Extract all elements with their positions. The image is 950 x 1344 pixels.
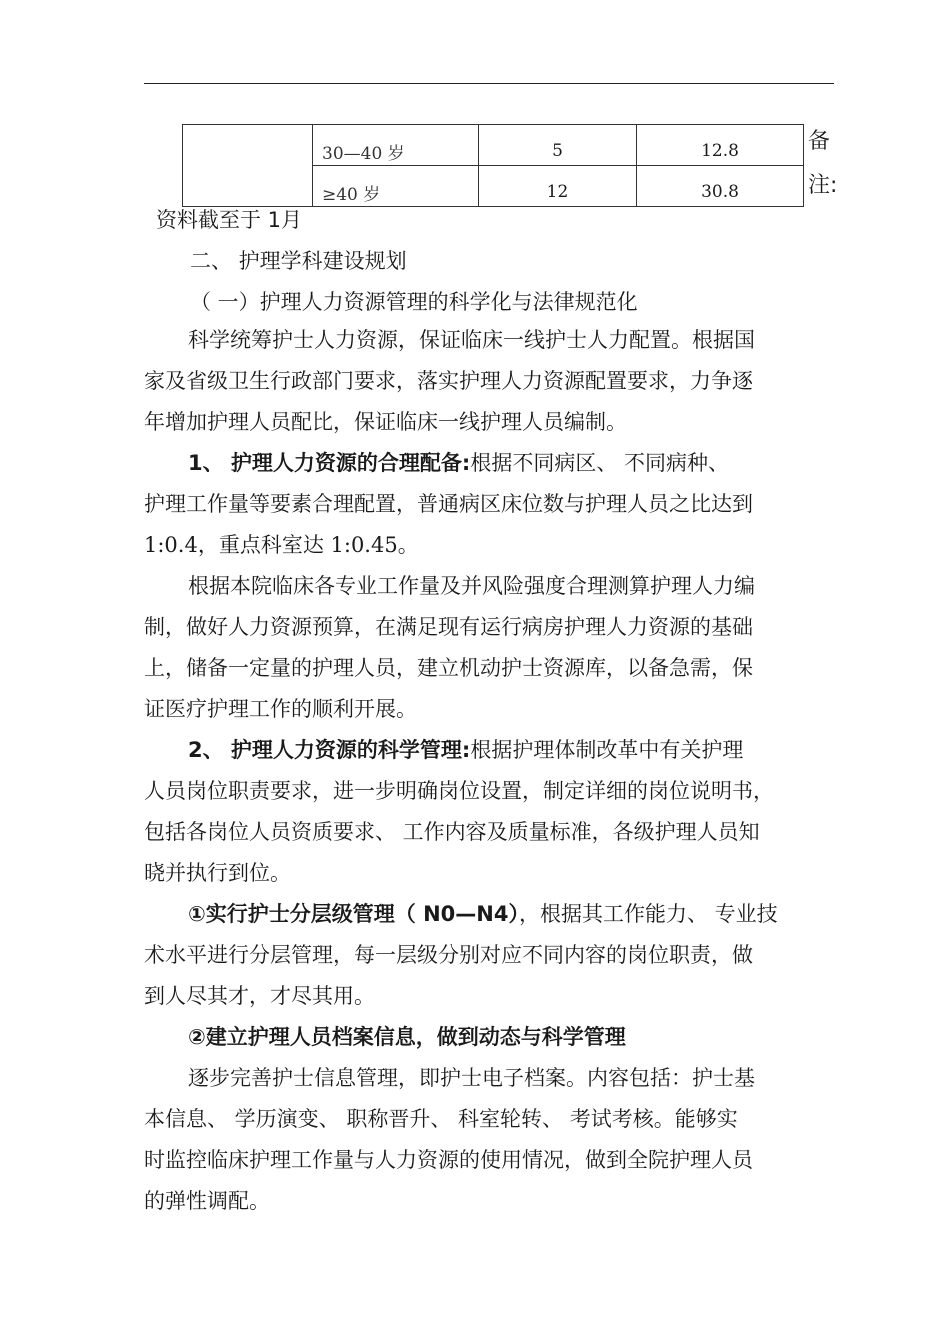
section-title: 二、 护理学科建设规划 (190, 249, 407, 273)
heading-2: 2、 护理人力资源的科学管理: (188, 738, 471, 762)
paragraph-line: 时监控临床护理工作量与人力资源的使用情况，做到全院护理人员 (144, 1148, 753, 1172)
table-cell-count: 12 (479, 166, 637, 207)
paragraph-line: 上，储备一定量的护理人员，建立机动护士资源库，以备急需，保 (144, 656, 753, 680)
heading-1: 1、 护理人力资源的合理配备: (188, 451, 471, 475)
paragraph-line: 的弹性调配。 (144, 1189, 270, 1213)
paragraph-7 (144, 1058, 844, 1222)
paragraph-line: 包括各岗位人员资质要求、 工作内容及质量标准，各级护理人员知 (144, 820, 760, 844)
paragraph-line: 人员岗位职责要求，进一步明确岗位设置，制定详细的岗位说明书， (144, 779, 774, 803)
paragraph-line: 2、 护理人力资源的科学管理:根据护理体制改革中有关护理 (188, 738, 744, 762)
paragraph-line: 证医疗护理工作的顺利开展。 (144, 697, 417, 721)
paragraph-3 (144, 566, 844, 730)
paragraph-line: 本信息、 学历演变、 职称晋升、 科室轮转、 考试考核。能够实 (144, 1107, 738, 1131)
heading-3: ①实行护士分层级管理（ N0—N4） (188, 902, 519, 926)
note-char-2: 注: (808, 173, 838, 198)
paragraph-line: ①实行护士分层级管理（ N0—N4），根据其工作能力、 专业技 (188, 902, 778, 926)
paragraph-line: 1:0.4，重点科室达 1:0.45。 (144, 533, 419, 557)
paragraph-4 (144, 730, 844, 894)
paragraph-line: 护理工作量等要素合理配置，普通病区床位数与护理人员之比达到 (144, 492, 753, 516)
sub-title: （ 一）护理人力资源管理的科学化与法律规范化 (190, 290, 638, 314)
paragraph-line: 到人尽其才，才尽其用。 (144, 984, 375, 1008)
age-distribution-table (182, 124, 804, 207)
table-cell-percent: 12.8 (637, 125, 804, 166)
paragraph-5 (144, 894, 844, 1017)
paragraph-1 (144, 320, 844, 443)
table-cell-percent: 30.8 (637, 166, 804, 207)
note-label (808, 120, 848, 208)
paragraph-line: 1、 护理人力资源的合理配备:根据不同病区、 不同病种、 (188, 451, 730, 475)
heading-4: ②建立护理人员档案信息，做到动态与科学管理 (188, 1025, 626, 1049)
table-cell-age: 30—40 岁 (313, 125, 479, 166)
paragraph-6 (144, 1017, 844, 1058)
table-cell-count: 5 (479, 125, 637, 166)
paragraph-line: 根据本院临床各专业工作量及并风险强度合理测算护理人力编 (188, 574, 755, 598)
paragraph-line: 年增加护理人员配比，保证临床一线护理人员编制。 (144, 410, 627, 434)
paragraph-2 (144, 443, 844, 566)
table-cell-age: ≥40 岁 (313, 166, 479, 207)
paragraph-line: 家及省级卫生行政部门要求，落实护理人力资源配置要求，力争逐 (144, 369, 753, 393)
table-cell-category (183, 125, 313, 207)
paragraph-line: 科学统筹护士人力资源，保证临床一线护士人力配置。根据国 (188, 328, 755, 352)
table-row (183, 125, 804, 166)
source-line: 资料截至于 1月 (156, 208, 303, 232)
paragraph-line: 制，做好人力资源预算，在满足现有运行病房护理人力资源的基础 (144, 615, 753, 639)
paragraph-line: 术水平进行分层管理，每一层级分别对应不同内容的岗位职责，做 (144, 943, 753, 967)
paragraph-line: 逐步完善护士信息管理，即护士电子档案。内容包括：护士基 (188, 1066, 755, 1090)
header-rule (144, 83, 834, 84)
paragraph-line: 晓并执行到位。 (144, 861, 291, 885)
note-char-1: 备 (808, 129, 831, 154)
